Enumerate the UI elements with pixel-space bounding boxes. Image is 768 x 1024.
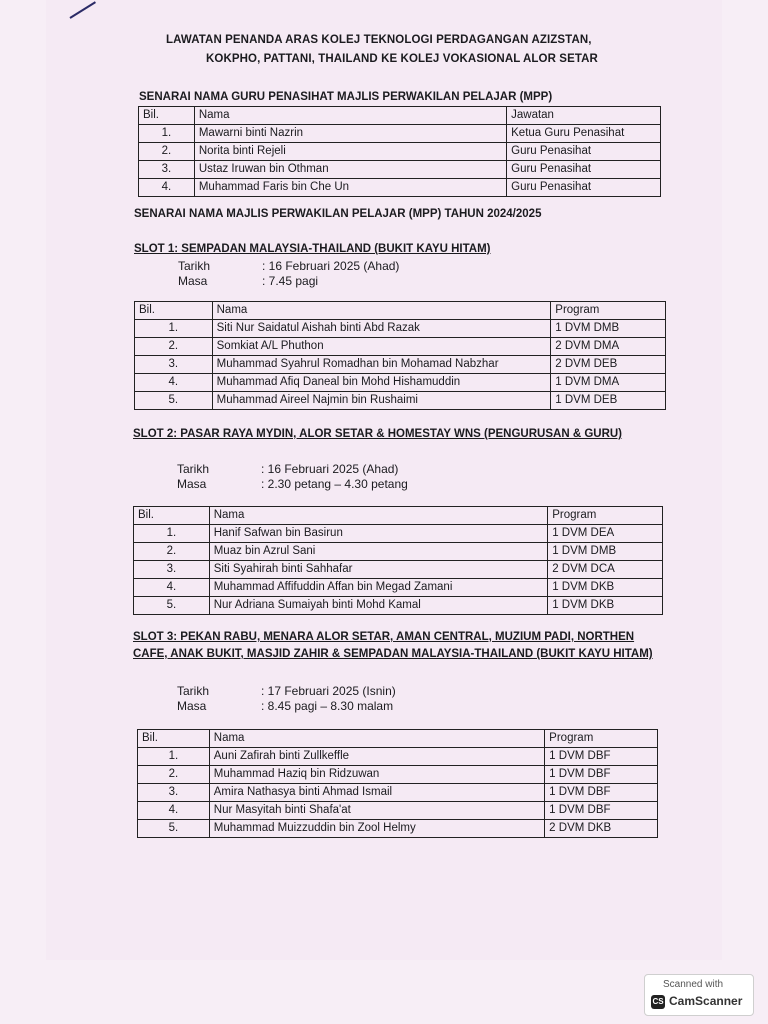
row-name: Nur Masyitah binti Shafa'at <box>209 802 544 820</box>
row-name: Muhammad Muizzuddin bin Zool Helmy <box>209 820 544 838</box>
row-number: 4. <box>135 374 213 392</box>
row-program: 1 DVM DBF <box>545 748 658 766</box>
row-number: 1. <box>134 525 210 543</box>
watermark-brand: CamScanner <box>669 994 743 1008</box>
row-number: 1. <box>138 748 210 766</box>
date-value: : 16 Februari 2025 (Ahad) <box>262 259 400 273</box>
advisors-section-title: SENARAI NAMA GURU PENASIHAT MAJLIS PERWAKILAN PELAJAR (MPP) <box>139 91 553 103</box>
row-program: 1 DVM DKB <box>548 579 663 597</box>
table-header-row <box>139 107 661 125</box>
row-position: Ketua Guru Penasihat <box>507 125 661 143</box>
column-header: Program <box>545 730 658 748</box>
row-program: 1 DVM DKB <box>548 597 663 615</box>
row-program: 1 DVM DEA <box>548 525 663 543</box>
slot3-time <box>177 699 393 714</box>
slot2-table <box>133 506 663 615</box>
row-position: Guru Penasihat <box>507 143 661 161</box>
row-name: Somkiat A/L Phuthon <box>212 338 551 356</box>
mpp-section-title: SENARAI NAMA MAJLIS PERWAKILAN PELAJAR (MPP) TAHUN 2024/2025 <box>134 208 542 220</box>
table-row <box>134 525 663 543</box>
row-name: Auni Zafirah binti Zullkeffle <box>209 748 544 766</box>
row-program: 2 DVM DCA <box>548 561 663 579</box>
slot2-date <box>177 462 398 477</box>
column-header: Bil. <box>138 730 210 748</box>
row-program: 1 DVM DBF <box>545 784 658 802</box>
table-row <box>134 597 663 615</box>
date-value: : 16 Februari 2025 (Ahad) <box>261 462 399 476</box>
row-program: 1 DVM DEB <box>551 392 666 410</box>
row-name: Amira Nathasya binti Ahmad Ismail <box>209 784 544 802</box>
row-number: 3. <box>135 356 213 374</box>
row-number: 2. <box>135 338 213 356</box>
table-row <box>139 143 661 161</box>
slot2-time <box>177 477 408 492</box>
time-label: Masa <box>178 274 208 288</box>
column-header: Nama <box>212 302 551 320</box>
slot1-date <box>178 259 399 274</box>
row-name: Muhammad Faris bin Che Un <box>194 179 506 197</box>
table-row <box>139 179 661 197</box>
table-row <box>138 802 658 820</box>
row-number: 4. <box>138 802 210 820</box>
column-header: Program <box>548 507 663 525</box>
table-row <box>134 561 663 579</box>
row-number: 5. <box>135 392 213 410</box>
row-number: 4. <box>139 179 195 197</box>
time-label: Masa <box>177 477 207 491</box>
row-name: Hanif Safwan bin Basirun <box>209 525 548 543</box>
column-header: Nama <box>209 507 548 525</box>
watermark-caption: Scanned with <box>663 979 724 990</box>
row-position: Guru Penasihat <box>507 161 661 179</box>
document-title-line1: LAWATAN PENANDA ARAS KOLEJ TEKNOLOGI PERDAGANGAN AZIZSTAN, <box>166 34 592 46</box>
date-label: Tarikh <box>178 259 211 273</box>
document-title-line2: KOKPHO, PATTANI, THAILAND KE KOLEJ VOKASIONAL ALOR SETAR <box>206 53 598 65</box>
row-name: Muhammad Afiq Daneal bin Mohd Hishamuddin <box>212 374 551 392</box>
row-name: Nur Adriana Sumaiyah binti Mohd Kamal <box>209 597 548 615</box>
row-number: 2. <box>134 543 210 561</box>
slot3-date <box>177 684 396 699</box>
table-row <box>135 338 666 356</box>
table-row <box>134 579 663 597</box>
time-value: : 8.45 pagi – 8.30 malam <box>261 699 394 713</box>
row-number: 3. <box>139 161 195 179</box>
row-program: 2 DVM DMA <box>551 338 666 356</box>
column-header: Program <box>551 302 666 320</box>
camscanner-watermark <box>644 974 754 1016</box>
row-number: 2. <box>138 766 210 784</box>
table-row <box>135 374 666 392</box>
row-number: 5. <box>134 597 210 615</box>
table-header-row <box>135 302 666 320</box>
row-name: Muhammad Haziq bin Ridzuwan <box>209 766 544 784</box>
row-program: 2 DVM DKB <box>545 820 658 838</box>
column-header: Jawatan <box>507 107 661 125</box>
row-name: Siti Syahirah binti Sahhafar <box>209 561 548 579</box>
row-name: Muhammad Syahrul Romadhan bin Mohamad Nabzhar <box>212 356 551 374</box>
row-name: Siti Nur Saidatul Aishah binti Abd Razak <box>212 320 551 338</box>
column-header: Bil. <box>135 302 213 320</box>
slot3-title: SLOT 3: PEKAN RABU, MENARA ALOR SETAR, AMAN CENTRAL, MUZIUM PADI, NORTHEN CAFE, ANAK BUKIT, MASJID ZAHIR & SEMPADAN MALAYSIA-THAILAND (BUKIT KAYU HITAM) <box>133 631 653 660</box>
row-number: 2. <box>139 143 195 161</box>
time-label: Masa <box>177 699 207 713</box>
row-program: 2 DVM DEB <box>551 356 666 374</box>
table-row <box>135 320 666 338</box>
row-name: Muhammad Aireel Najmin bin Rushaimi <box>212 392 551 410</box>
column-header: Nama <box>194 107 506 125</box>
date-label: Tarikh <box>177 462 210 476</box>
row-number: 3. <box>134 561 210 579</box>
table-row <box>139 161 661 179</box>
row-number: 3. <box>138 784 210 802</box>
row-name: Muhammad Affifuddin Affan bin Megad Zamani <box>209 579 548 597</box>
column-header: Bil. <box>139 107 195 125</box>
table-header-row <box>134 507 663 525</box>
time-value: : 2.30 petang – 4.30 petang <box>261 477 408 491</box>
row-program: 1 DVM DMA <box>551 374 666 392</box>
row-position: Guru Penasihat <box>507 179 661 197</box>
table-row <box>139 125 661 143</box>
table-row <box>138 766 658 784</box>
row-name: Norita binti Rejeli <box>194 143 506 161</box>
table-row <box>138 784 658 802</box>
row-number: 1. <box>135 320 213 338</box>
row-number: 4. <box>134 579 210 597</box>
row-program: 1 DVM DBF <box>545 766 658 784</box>
table-row <box>138 820 658 838</box>
row-name: Muaz bin Azrul Sani <box>209 543 548 561</box>
camscanner-logo-icon: CS <box>651 995 665 1009</box>
advisors-table <box>138 106 661 197</box>
table-row <box>135 392 666 410</box>
row-name: Mawarni binti Nazrin <box>194 125 506 143</box>
slot2-title: SLOT 2: PASAR RAYA MYDIN, ALOR SETAR & HOMESTAY WNS (PENGURUSAN & GURU) <box>133 428 623 440</box>
slot1-title: SLOT 1: SEMPADAN MALAYSIA-THAILAND (BUKIT KAYU HITAM) <box>134 243 491 255</box>
row-program: 1 DVM DBF <box>545 802 658 820</box>
date-value: : 17 Februari 2025 (Isnin) <box>261 684 396 698</box>
row-number: 5. <box>138 820 210 838</box>
slot1-table <box>134 301 666 410</box>
row-name: Ustaz Iruwan bin Othman <box>194 161 506 179</box>
row-number: 1. <box>139 125 195 143</box>
slot3-table <box>137 729 658 838</box>
slot1-time <box>178 274 318 289</box>
row-program: 1 DVM DMB <box>548 543 663 561</box>
table-header-row <box>138 730 658 748</box>
column-header: Bil. <box>134 507 210 525</box>
table-row <box>138 748 658 766</box>
table-row <box>134 543 663 561</box>
row-program: 1 DVM DMB <box>551 320 666 338</box>
time-value: : 7.45 pagi <box>262 274 319 288</box>
table-row <box>135 356 666 374</box>
date-label: Tarikh <box>177 684 210 698</box>
column-header: Nama <box>209 730 544 748</box>
